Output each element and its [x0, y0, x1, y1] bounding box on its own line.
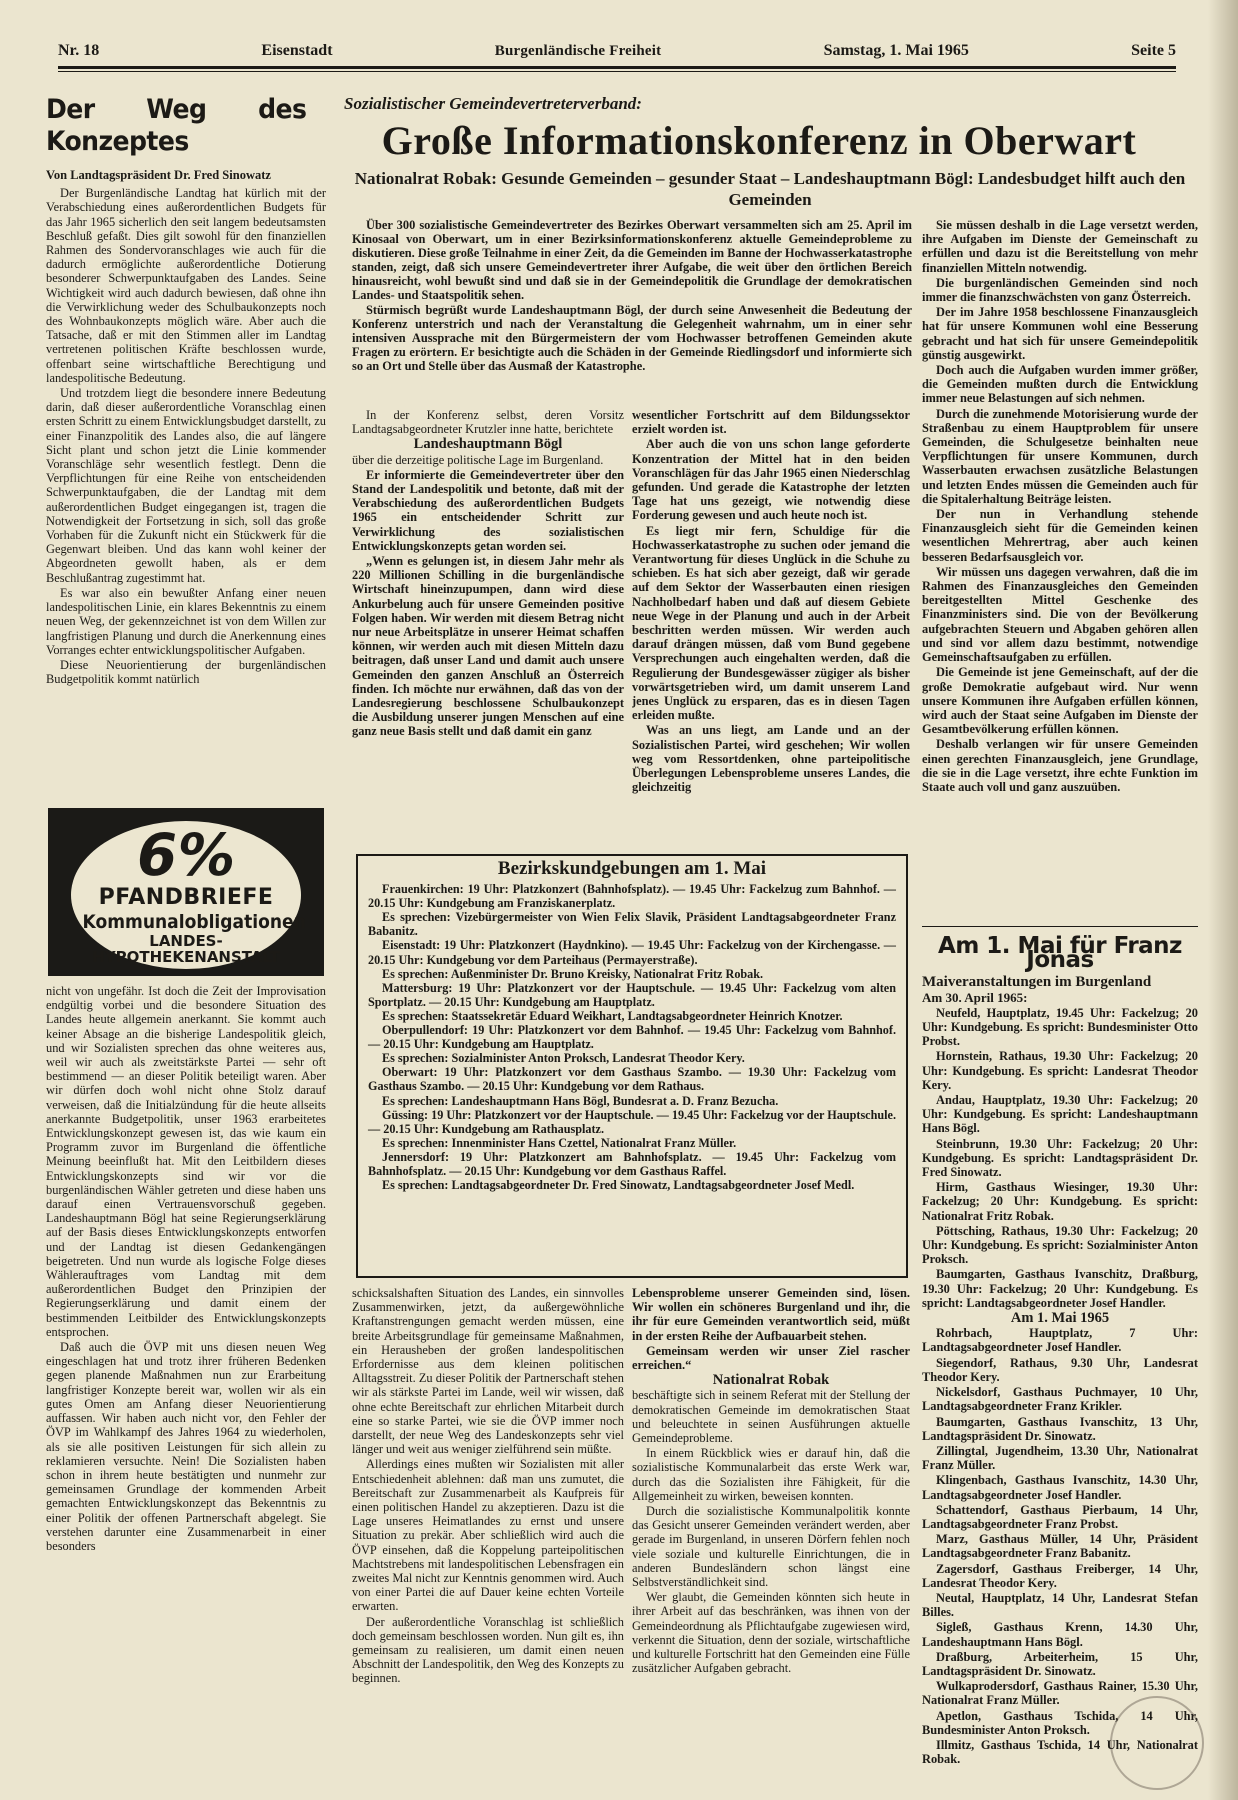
- article-paragraph: In der Konferenz selbst, deren Vorsitz Landtagsabgeordneter Krutzler inne hatte, berichtete: [352, 408, 624, 437]
- may-event: Sigleß, Gasthaus Krenn, 14.30 Uhr, Landeshauptmann Hans Bögl.: [922, 1620, 1198, 1649]
- may-event: Siegendorf, Rathaus, 9.30 Uhr, Landesrat Theodor Kery.: [922, 1355, 1198, 1384]
- ad-landes: LANDES-: [149, 932, 223, 950]
- left-article-paragraph: Der Burgenländische Landtag hat kürlich mit der Verabschiedung eines außerordentlichen Budgets für das Jahr 1965 sicherlich den seit langem bedeutsamsten Beschluß gefaßt. Dies gilt sowohl für den finanziellen Rahmen des Sondervoranschlages wie auch für die dadurch ermöglichte außerordentliche Dotierung besonderer Schwerpunktaufgaben des Landes. Seine Wichtigkeit wird auch dadurch bewiesen, daß ohne ihn die Verwirklichung weder des Schulbaukonzepts noch des Wohnbaukonzepts möglich wäre. Aber auch die Tatsache, daß er mit den Stimmen aller im Landtag vertretenen politischen Kräfte beschlossen wurde, offenbart seine wirtschaftliche Berechtigung und landespolitische Bedeutung.: [46, 186, 326, 385]
- lead-paragraph: Über 300 sozialistische Gemeindevertreter des Bezirkes Oberwart versammelten sich am 25. April im Kinosaal von Oberwart, um in einer Bezirksinformationskonferenz aktuelle Gemeindeprobleme zu diskutieren. Diese große Teilnahme in einer Zeit, da die Gemeinden im Banne der Hochwasserkatastrophe standen, zeigt, daß sich unsere Gemeindevertreter ihrer Aufgabe, die weit über den örtlichen Bereich hinausreicht, wohl bewußt sind und daß sie in der Gemeindepolitik die Grundlage der demokratischen Landes- und Staatspolitik sehen.: [352, 218, 912, 303]
- may-event: Neufeld, Hauptplatz, 19.45 Uhr: Fackelzug; 20 Uhr: Kundgebung. Es spricht: Bundesminister Otto Probst.: [922, 1005, 1198, 1049]
- article-paragraph: Durch die zunehmende Motorisierung wurde der Straßenbau zu einem Hauptproblem für unsere Gemeinden, die Schulgesetze beinhalten neue Verpflichtungen für unsere Kommunen, durch Wasserbauten erwachsen zusätzliche Belastungen und letzten Endes müssen die Gemeinden auch für die Spitalerhaltung Beiträge leisten.: [922, 406, 1198, 506]
- article-paragraph: Wer glaubt, die Gemeinden könnten sich heute in ihrer Arbeit auf das beschränken, was ihnen von der Gemeindeordnung als Pflichtaufgabe zugewiesen wird, verkennt die Situation, denn der soziale, wirtschaftliche und kulturelle Fortschritt hat den Gemeinden eine Fülle zusätzlicher Aufgaben gebracht.: [632, 1590, 910, 1676]
- article-paragraph: Lebensprobleme unserer Gemeinden sind, lösen. Wir wollen ein schöneres Burgenland und ihr, die ihr für eure Gemeinden verantwortlich seid, müßt in der ersten Reihe der Aufbauarbeit stehen.: [632, 1286, 910, 1343]
- event-entry: Mattersburg: 19 Uhr: Platzkonzert vor der Hauptschule. — 19.45 Uhr: Fackelzug vom alten Sportplatz. — 20.15 Uhr: Kundgebung am Hauptplatz.: [368, 980, 896, 1009]
- may-event: Hornstein, Rathaus, 19.30 Uhr: Fackelzug; 20 Uhr: Kundgebung. Es spricht: Landesrat Theodor Kery.: [922, 1049, 1198, 1092]
- subheading-robak: Nationalrat Robak: [712, 1372, 830, 1389]
- event-date: Am 30. April 1965:: [922, 989, 1028, 1005]
- advertisement: [48, 808, 324, 976]
- may-event: Illmitz, Gasthaus Tschida, 14 Uhr, Nationalrat Robak.: [922, 1737, 1198, 1767]
- main-article-subheadline: Nationalrat Robak: Gesunde Gemeinden – gesunder Staat – Landeshauptmann Bögl: Landesbudget hilft auch den Gemeinden: [354, 169, 1186, 209]
- left-article-headline: Der Weg des Konzeptes: [46, 94, 307, 157]
- main-article-column-2: [352, 408, 624, 848]
- main-article-column-4: [922, 218, 1198, 910]
- event-speakers: Es sprechen: Vizebürgermeister von Wien Felix Slavik, Präsident Landtagsabgeordneter Franz Babanitz.: [368, 910, 896, 939]
- main-article-column-3: [632, 408, 910, 848]
- article-paragraph: „Wenn es gelungen ist, in diesem Jahr mehr als 220 Millionen Schilling in die burgenländische Wirtschaft hineinzupumpen, dann wird diese Ankurbelung auch für unsere Gemeinden positive Folgen haben. Wir werden mit diesem Betrag nicht nur neue Arbeitsplätze in unserer Heimat schaffen können, wir werden auch mit diesen Mitteln dazu beitragen, daß unser Land und damit auch unsere Gemeinden den ganzen Anschluß an Österreich finden. Ich möchte nur erwähnen, daß das von der Landesregierung beschlossene Schulbaukonzept die Ausbildung unserer jungen Menschen auf eine ganz neue Basis stellt und daß damit ein ganz: [352, 554, 624, 739]
- event-speakers: Es sprechen: Sozialminister Anton Proksch, Landesrat Theodor Kery.: [382, 1051, 745, 1066]
- event-date: Am 1. Mai 1965: [1010, 1310, 1110, 1327]
- section-divider: [922, 926, 1198, 927]
- ad-percent: 6%: [130, 821, 242, 889]
- article-paragraph: Der nun in Verhandlung stehende Finanzausgleich sieht für die Gemeinden keinen wesentlichen Mehrertrag, aber auch keinen besseren Bedarfsausgleich vor.: [922, 507, 1198, 564]
- may-event: Draßburg, Arbeiterheim, 15 Uhr, Landtagspräsident Dr. Sinowatz.: [922, 1649, 1198, 1678]
- article-paragraph: schicksalshaften Situation des Landes, ein sinnvolles Zusammenwirken, jetzt, da außergewöhnliche Kraftanstrengungen gemacht werden müssen, eine breite Arbeitsgrundlage für gemeinsame Maßnahmen, ein Herausheben der großen landespolitischen Erfordernisse aus dem kleinen politischen Alltagsstreit. Zu dieser Politik der Partnerschaft stehen wir als stärkste Partei im Lande, weil wir wissen, daß ohne echte Bereitschaft zur ehrlichen Mitarbeit durch eine so starke Partei, wie sie die ÖVP immer noch darstellt, der neue Weg des Landeskonzepts sehr viel länger und weit aus weniger zielführend sein müßte.: [352, 1286, 624, 1457]
- article-paragraph: Allerdings eines mußten wir Sozialisten mit aller Entschiedenheit ablehnen: daß man uns zumutet, die Bereitschaft zur Zusammenarbeit als Kaufpreis für einen politischen Handel zu akzeptieren. Dazu ist die Lage unseres Heimatlandes zu ernst und unsere Situation zu prekär. Aber schließlich wird auch die ÖVP einsehen, daß die Koppelung parteipolitischen Machtstrebens mit landespolitischen Lebensfragen ein zweites Mal nicht zur Kenntnis genommen wird. Auch von einer Partei die auf Dauer keine echten Vorteile erwarten.: [352, 1457, 624, 1614]
- article-paragraph: Wir müssen uns dagegen verwahren, daß die im Rahmen des Finanzausgleiches den Gemeinden bereitgestellten Mittel Geschenke des Finanzministers sind. Die von der Bevölkerung aufgebrachten Steuern und Abgaben gehören allen und sind vor allem dazu bestimmt, notwendige Gemeinschaftsaufgaben zu erfüllen.: [922, 564, 1198, 665]
- event-speakers: Es sprechen: Außenminister Dr. Bruno Kreisky, Nationalrat Fritz Robak.: [382, 966, 764, 981]
- left-article: [46, 90, 326, 687]
- ad-hypothekenanstalt: HYPOTHEKENANSTALT: [92, 948, 280, 966]
- article-paragraph: Deshalb verlangen wir für unsere Gemeinden einen gerechten Finanzausgleich, jene Grundlage, die sie in die Lage versetzt, ihre echte Funktion im Staate auch voll und ganz auszuüben.: [922, 737, 1198, 794]
- article-paragraph: Was an uns liegt, am Lande und an der Sozialistischen Partei, wird geschehen; Wir wollen weg vom Ressortdenken, ohne parteipolitische Überlegungen Lebensprobleme unseres Landes, die gleichzeitig: [632, 723, 910, 795]
- may-event: Baumgarten, Gasthaus Ivanschitz, Draßburg, 19.30 Uhr: Fackelzug; 20 Uhr: Kundgebung. Es spricht: Landtagsabgeordneter Josef Handler.: [922, 1267, 1198, 1310]
- ad-institution: [71, 933, 301, 965]
- subheading-boegl: Landeshauptmann Bögl: [413, 436, 563, 453]
- left-article-byline: Von Landtagspräsident Dr. Fred Sinowatz: [46, 168, 271, 182]
- may-event: Schattendorf, Gasthaus Pierbaum, 14 Uhr, Landtagsabgeordneter Franz Probst.: [922, 1502, 1198, 1531]
- may-event: Hirm, Gasthaus Wiesinger, 19.30 Uhr: Fackelzug; 20 Uhr: Kundgebung. Es spricht: Nationalrat Fritz Robak.: [922, 1180, 1198, 1223]
- event-entry: Eisenstadt: 19 Uhr: Platzkonzert (Haydnkino). — 19.45 Uhr: Fackelzug von der Kirchengasse. — 20.15 Uhr: Kundgebung vor dem Parteihaus (Permayerstraße).: [368, 938, 896, 967]
- event-speakers: Es sprechen: Landtagsabgeordneter Dr. Fred Sinowatz, Landtagsabgeordneter Josef Medl.: [382, 1178, 855, 1193]
- may-event: Marz, Gasthaus Müller, 14 Uhr, Präsident Landtagsabgeordneter Franz Babanitz.: [922, 1532, 1198, 1561]
- may-event: Andau, Hauptplatz, 19.30 Uhr: Fackelzug; 20 Uhr: Kundgebung. Es spricht: Landeshauptmann Hans Bögl.: [922, 1093, 1198, 1136]
- article-paragraph: Der im Jahre 1958 beschlossene Finanzausgleich hat für unsere Kommunen wohl eine Besserung gebracht und hat sich für unsere Gemeindepolitik günstig ausgewirkt.: [922, 305, 1198, 362]
- event-entry: Oberpullendorf: 19 Uhr: Platzkonzert vor dem Bahnhof. — 19.45 Uhr: Fackelzug vom Bahnhof. — 20.15 Uhr: Kundgebung am Hauptplatz.: [368, 1023, 896, 1052]
- page-header: [58, 36, 1176, 69]
- article-paragraph: Aber auch die von uns schon lange geforderte Konzentration der Mittel hat in den beiden Voranschlägen für das Jahr 1965 einen Niederschlag gefunden. Und gerade die Katastrophe der letzten Tage hat uns gezeigt, wie notwendig diese Forderung gewesen und auch heute noch ist.: [632, 437, 910, 523]
- may-event: Steinbrunn, 19.30 Uhr: Fackelzug; 20 Uhr: Kundgebung. Es spricht: Landtagspräsident Dr. Fred Sinowatz.: [922, 1136, 1198, 1180]
- article-paragraph: beschäftigte sich in seinem Referat mit der Stellung der demokratischen Gemeinde im demokratischen Staat und beleuchtete in seinen Ausführungen aktuelle Gemeindeprobleme.: [632, 1388, 910, 1446]
- library-stamp: [1110, 1696, 1204, 1790]
- article-paragraph: Doch auch die Aufgaben wurden immer größer, die Gemeinden mußten durch die Entwicklung immer neue Belastungen auf sich nehmen.: [922, 363, 1198, 406]
- event-entry: Güssing: 19 Uhr: Platzkonzert vor der Hauptschule. — 19.45 Uhr: Fackelzug vor der Hauptschule. — 20.15 Uhr: Kundgebung am Rathausplatz.: [368, 1107, 896, 1136]
- may-event: Klingenbach, Gasthaus Ivanschitz, 14.30 Uhr, Landtagsabgeordneter Josef Handler.: [922, 1473, 1198, 1502]
- place-name: Eisenstadt: [261, 42, 333, 59]
- article-paragraph: Er informierte die Gemeindevertreter über den Stand der Landespolitik und betonte, daß mit der Verabschiedung des außerordentlichen Budgets 1965 ein entscheidender Schritt zur Verwirklichung des sozialistischen Entwicklungskonzepts getan worden sei.: [352, 467, 624, 553]
- article-paragraph: Die Gemeinde ist jene Gemeinschaft, auf der die große Demokratie aufgebaut wird. Nur wenn unsere Kommunen ihre Aufgaben erfüllen können, wird auch der Staat seine Aufgaben im Dienste der Gesamtbevölkerung erfüllen können.: [922, 665, 1198, 737]
- article-paragraph: Die burgenländischen Gemeinden sind noch immer die finanzschwächsten von ganz Österreich.: [922, 275, 1198, 305]
- article-paragraph: Sie müssen deshalb in die Lage versetzt werden, ihre Aufgaben im Dienste der Gemeinschaft zu erfüllen und dazu ist die Bereitstellung von mehr finanziellen Mitteln notwendig.: [922, 218, 1198, 275]
- main-article-column-2-lower: [352, 1286, 624, 1794]
- may-event: Nickelsdorf, Gasthaus Puchmayer, 10 Uhr, Landtagsabgeordneter Franz Krikler.: [922, 1385, 1198, 1414]
- article-paragraph: Es liegt mir fern, Schuldige für die Hochwasserkatastrophe zu suchen oder jemand die Verantwortung für dieses Unglück in die Schuhe zu schieben. Es hat sich aber gezeigt, daß wir gerade auf dem Sektor der Wasserbauten einen riesigen Nachholbedarf haben und daß auf diesem Gebiete neue Wege in der Planung und auch in der Arbeit beschritten werden müssen. Wir werden auch darauf drängen müssen, daß vom Bund gegebene Versprechungen auch eingehalten werden, daß die Regulierung der Bundesgewässer zügiger als bisher vorwärtsgetrieben wird, um damit unserem Land jenes Unglück zu ersparen, das es in diesen Tagen erleiden mußte.: [632, 523, 910, 723]
- main-article-lead: [352, 218, 912, 373]
- lead-paragraph: Stürmisch begrüßt wurde Landeshauptmann Bögl, der durch seine Anwesenheit die Bedeutung der Konferenz unterstrich und nach der Veranstaltung die Gelegenheit wahrnahm, um in einer sehr intensiven Aussprache mit den Bürgermeistern der vom Hochwasser betroffenen Gemeinden akute Fragen zu erörtern. Er besichtigte auch die Schäden in der Gemeinde Riedlingsdorf und informierte sich so an Ort und Stelle über das Ausmaß der Katastrophe.: [352, 302, 912, 373]
- ad-kommunalobligationen: Kommunalobligationen: [82, 911, 306, 933]
- advertisement-oval: [71, 821, 306, 969]
- event-speakers: Es sprechen: Staatssekretär Eduard Weikhart, Landtagsabgeordneter Heinrich Knotzer.: [382, 1008, 843, 1023]
- left-article-continuation: [46, 984, 326, 1794]
- may-event: Wulkaprodersdorf, Gasthaus Rainer, 15.30 Uhr, Nationalrat Franz Müller.: [922, 1679, 1198, 1708]
- may-event: Pöttsching, Rathaus, 19.30 Uhr: Fackelzug; 20 Uhr: Kundgebung. Es spricht: Sozialminister Anton Proksch.: [922, 1223, 1198, 1267]
- event-speakers: Es sprechen: Landeshauptmann Hans Bögl, Bundesrat a. D. Franz Bezucha.: [382, 1093, 779, 1108]
- may-event: Baumgarten, Gasthaus Ivanschitz, 13 Uhr, Landtagspräsident Dr. Sinowatz.: [922, 1414, 1198, 1443]
- may-event: Neutal, Hauptplatz, 14 Uhr, Landesrat Stefan Billes.: [922, 1590, 1198, 1620]
- issue-date: Samstag, 1. Mai 1965: [823, 42, 969, 59]
- jonas-section: [922, 920, 1198, 1790]
- event-entry: Jennersdorf: 19 Uhr: Platzkonzert am Bahnhofsplatz. — 19.45 Uhr: Fackelzug vom Bahnhofsplatz. — 20.15 Uhr: Kundgebung vor dem Gasthaus Raffel.: [368, 1149, 896, 1178]
- page-edge-shadow: [1208, 0, 1238, 1800]
- main-article-kicker: Sozialistischer Gemeindevertreterverband:: [344, 94, 642, 113]
- may-event: Zagersdorf, Gasthaus Freiberger, 14 Uhr, Landesrat Theodor Kery.: [922, 1561, 1198, 1590]
- issue-number: Nr. 18: [58, 42, 100, 59]
- ad-pfandbriefe: PFANDBRIEFE: [98, 885, 274, 910]
- article-paragraph: In einem Rückblick wies er darauf hin, daß die sozialistische Kommunalarbeit das erste Werk war, durch das die Sozialisten ihre Fähigkeit, für die Allgemeinheit zu wirken, beweisen konnten.: [632, 1446, 910, 1503]
- main-article-headline: Große Informationskonferenz in Oberwart: [381, 118, 1137, 163]
- article-paragraph: Der außerordentliche Voranschlag ist schließlich doch gemeinsam beschlossen worden. Nun gilt es, ihn gemeinsam zu realisieren, um damit einen neuen Abschnitt der Landespolitik, den Weg des Konzepts zu beginnen.: [352, 1614, 624, 1686]
- event-entry: Frauenkirchen: 19 Uhr: Platzkonzert (Bahnhofsplatz). — 19.45 Uhr: Fackelzug zum Bahnhof. — 20.15 Uhr: Kundgebung am Franziskanerplatz.: [368, 882, 896, 911]
- left-article-paragraph: Diese Neuorientierung der burgenländischen Budgetpolitik kommt natürlich: [46, 657, 326, 687]
- page-number: Seite 5: [1131, 42, 1176, 59]
- header-rule: [58, 71, 1176, 72]
- events-box: [356, 854, 908, 1278]
- left-article-paragraph: Daß auch die ÖVP mit uns diesen neuen Weg eingeschlagen hat und trotz ihrer früheren Bedenken gegen planende Maßnahmen nun zur Erarbeitung langfristiger Konzepte bereit war, wollen wir als ein gutes Omen am Anfang dieser Neuorientierung auffassen. Wir haben auch nicht vor, den Fehler der ÖVP im Wahlkampf des Jahres 1964 zu wiederholen, als sie alle positiven Leistungen für sich allein zu reklamieren versuchte. Nein! Die Sozialisten haben schon in ihrem heute bestätigten und nunmehr zur gemeinsamen Grundlage der kommenden Arbeit gemachten Entwicklungskonzept das Bekenntnis zu einer Politik der offenen Partnerschaft abgelegt. Sie verstehen darunter eine Zusammenarbeit in einer besonders: [46, 1340, 326, 1553]
- may-event: Zillingtal, Jugendheim, 13.30 Uhr, Nationalrat Franz Müller.: [922, 1443, 1198, 1473]
- may-event: Apetlon, Gasthaus Tschida, 14 Uhr, Bundesminister Anton Proksch.: [922, 1708, 1198, 1737]
- article-paragraph: Durch die sozialistische Kommunalpolitik konnte das Gesicht unserer Gemeinden verändert werden, aber gerade im Burgenland, in unseren Dörfern fehlen noch viele soziale und kulturelle Einrichtungen, die in anderen Bundesländern schon längst eine Selbstverständlichkeit sind.: [632, 1504, 910, 1590]
- event-entry: Oberwart: 19 Uhr: Platzkonzert vor dem Gasthaus Szambo. — 19.30 Uhr: Fackelzug vom Gasthaus Szambo. — 20.15 Uhr: Kundgebung vor dem Rathaus.: [368, 1065, 896, 1094]
- left-article-paragraph: Und trotzdem liegt die besondere innere Bedeutung darin, daß dieser außerordentliche Voranschlag einen ersten Schritt zu einem Entwicklungsbudget darstellt, zu einer Finanzpolitik des Landes also, die auf längere Sicht plant und schon jetzt die Linie kommender Voranschläge sehr wesentlich festlegt. Denn die Verpflichtungen für eine Reihe von entscheidenden Schwerpunktaufgaben, die der Landtag mit dem außerordentlichen Budget eingegangen ist, tragen die Notwendigkeit der Fortsetzung in sich, soll das große Vorhaben für die Zukunft nicht ein Stückwerk für die Gegenwart bleiben. Und das kann wohl keiner der Abgeordneten gewollt haben, als er dem Beschlußantrag zugestimmt hat.: [46, 386, 326, 585]
- jonas-subheadline: Maiveranstaltungen im Burgenland: [922, 974, 1152, 991]
- main-article-column-3-lower: [632, 1286, 910, 1794]
- event-speakers: Es sprechen: Innenminister Hans Czettel, Nationalrat Franz Müller.: [382, 1135, 737, 1150]
- article-paragraph: über die derzeitige politische Lage im Burgenland.: [352, 452, 604, 467]
- jonas-headline: Am 1. Mai für Franz Jonas: [938, 933, 1182, 974]
- newspaper-name: Burgenländische Freiheit: [494, 42, 662, 59]
- may-event: Rohrbach, Hauptplatz, 7 Uhr: Landtagsabgeordneter Josef Handler.: [922, 1326, 1198, 1355]
- article-paragraph: wesentlicher Fortschritt auf dem Bildungssektor erzielt worden ist.: [632, 408, 910, 437]
- events-box-title: Bezirkskundgebungen am 1. Mai: [497, 858, 767, 879]
- article-paragraph: Gemeinsam werden wir unser Ziel rascher erreichen.“: [632, 1343, 910, 1373]
- left-article-paragraph: nicht von ungefähr. Ist doch die Zeit der Improvisation endgültig vorbei und die besondere Situation des Landes heute allgemein anerkannt. Sie kommt auch keiner Absage an die bisherige Landespolitik gleich, und wir Sozialisten sprechen das ohne weiteres aus, weil wir auch als zweitstärkste Partei — sehr oft bestimmend — an dieser Politik beteiligt waren. Aber wir dürfen doch wohl nicht ohne Stolz darauf verweisen, daß die Initialzündung für die heute allseits anerkannte Budgetpolitik, unser 1963 erarbeitetes Entwicklungskonzept gewesen ist, das wie kaum ein Programm zuvor im Burgenland die öffentliche Meinung beeinflußt hat. Mit den Leitbildern dieses Entwicklungskonzepts sind wir vor die burgenländischen Wähler getreten und diese haben uns darauf einen Vertrauensvorschuß gegeben. Landeshauptmann Bögl hat seine Regierungserklärung auf der Basis dieses Entwicklungskonzepts entworfen und der Landtag ist diesen Gedankengängen beigetreten. Und nun wurde als logische Folge dieses Wählerauftrages vom Landtag mit dem außerordentlichen Budget den Prinzipien der Regierungserklärung und damit einem der bestimmenden Leitbilder des Entwicklungskonzepts entsprochen.: [46, 984, 326, 1339]
- left-article-paragraph: Es war also ein bewußter Anfang einer neuen landespolitischen Linie, ein klares Bekenntnis zu einem neuen Weg, der gekennzeichnet ist von dem Willen zur langfristigen Planung und durch die Anerkennung eines Vorranges echter entwicklungspolitischer Aufgaben.: [46, 585, 326, 657]
